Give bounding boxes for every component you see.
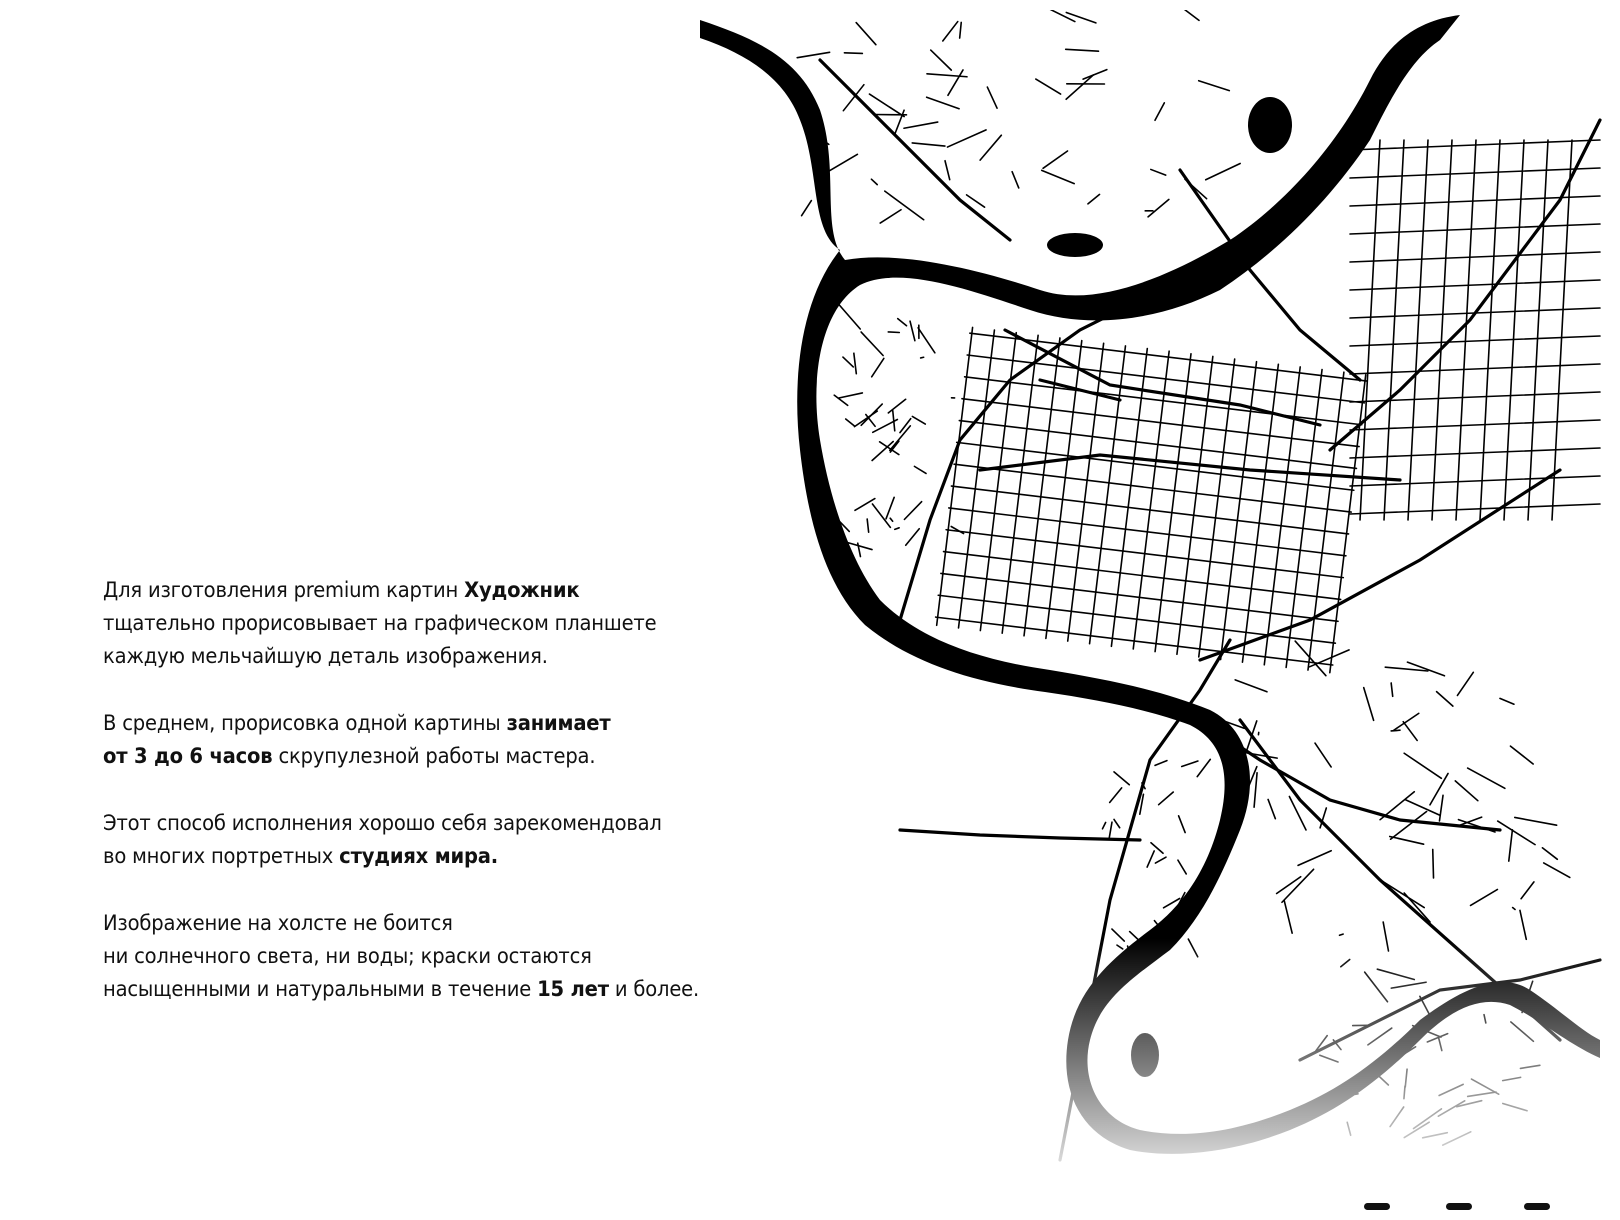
pagination-dots — [1364, 1203, 1564, 1213]
page-dot[interactable] — [1524, 1203, 1550, 1210]
text-run-bold: 15 лет — [537, 977, 609, 1001]
page-dot[interactable] — [1364, 1203, 1390, 1210]
text-run: В среднем, прорисовка одной картины — [103, 711, 507, 735]
text-line: каждую мельчайшую деталь изображения. — [103, 644, 548, 668]
text-line: Этот способ исполнения хорошо себя зарекомендовал — [103, 811, 662, 835]
text-run-bold: от 3 до 6 часов — [103, 744, 273, 768]
text-line — [103, 973, 717, 1006]
text-line — [103, 740, 717, 773]
paragraph-method — [103, 807, 717, 873]
bottom-fade — [690, 10, 1620, 1200]
text-line — [103, 840, 717, 873]
text-line: тщательно прорисовывает на графическом планшете — [103, 611, 657, 635]
text-run: Для изготовления premium картин — [103, 578, 465, 602]
text-line — [103, 574, 717, 607]
map-area — [690, 3, 1620, 1200]
page-dot[interactable] — [1446, 1203, 1472, 1210]
text-run-bold: Художник — [464, 578, 580, 602]
text-run: насыщенными и натуральными в течение — [103, 977, 538, 1001]
text-line: Изображение на холсте не боится — [103, 911, 453, 935]
paragraph-durability — [103, 907, 717, 1006]
text-run: скрупулезной работы мастера. — [272, 744, 596, 768]
text-line: ни солнечного света, ни воды; краски остаются — [103, 944, 592, 968]
text-run-bold: занимает — [506, 711, 611, 735]
paragraph-duration — [103, 707, 717, 773]
text-run: во многих портретных — [103, 844, 340, 868]
paragraph-artist — [103, 574, 717, 673]
text-line — [103, 707, 717, 740]
description-text — [103, 574, 717, 1040]
text-run-bold: студиях мира. — [339, 844, 499, 868]
text-run: и более. — [608, 977, 700, 1001]
